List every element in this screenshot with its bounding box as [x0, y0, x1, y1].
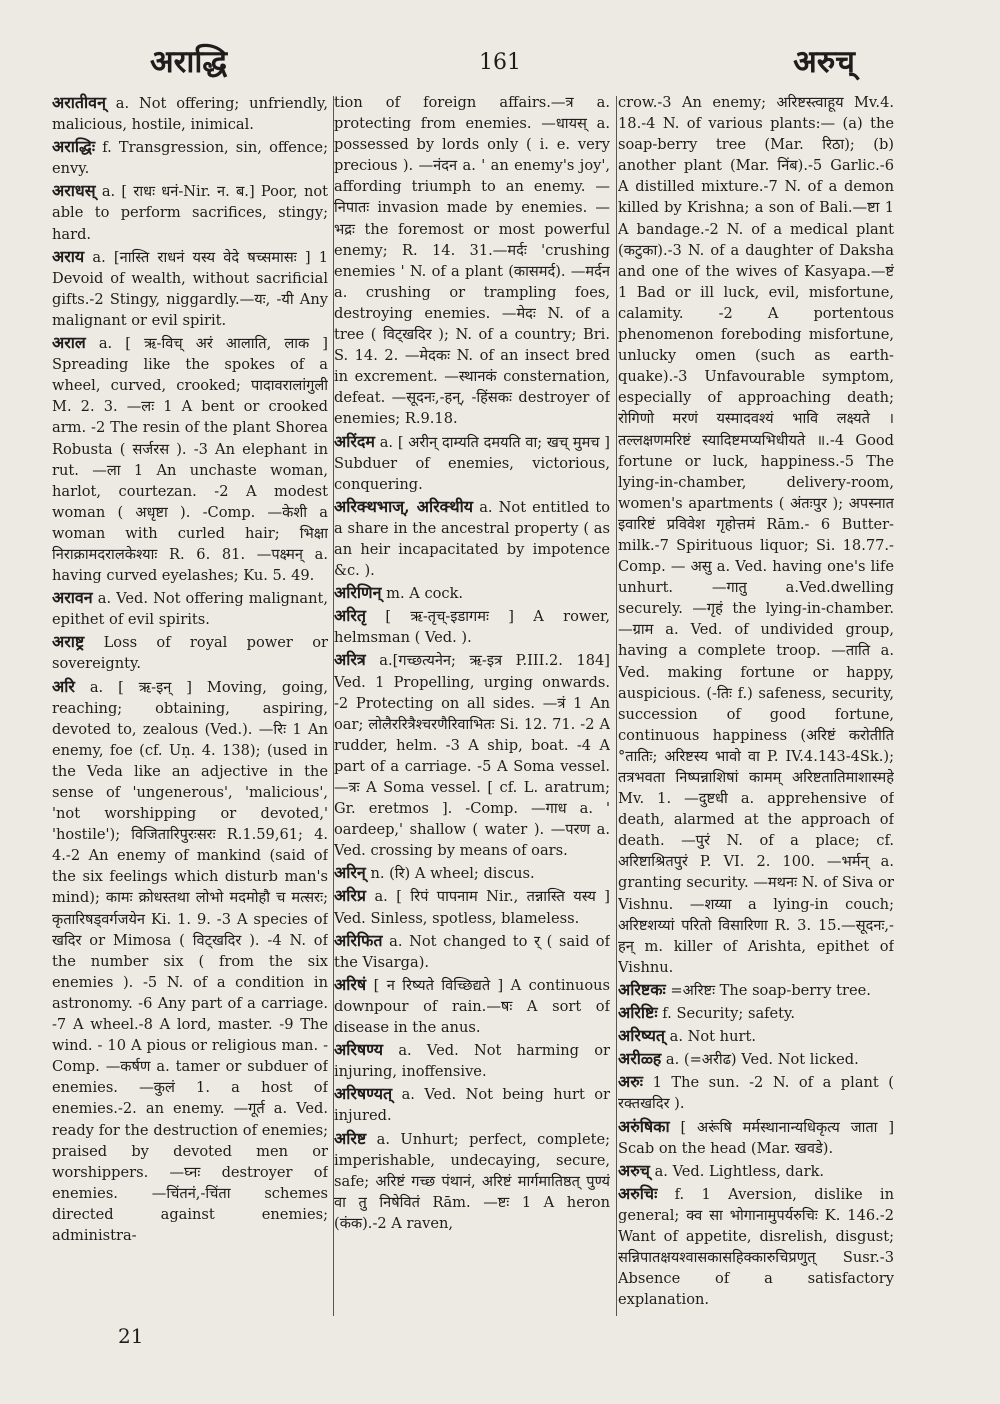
dictionary-entry [618, 1025, 894, 1047]
entry-headword: अरुंषिका [618, 1116, 670, 1136]
dictionary-entry [52, 332, 328, 586]
entry-headword: अरिष्ट [334, 1128, 367, 1148]
dictionary-entry [334, 930, 610, 973]
entry-definition: a. Not offering; unfriendly, malicious, hostile, inimical. [52, 95, 328, 134]
left-running-headword: अराद्धि [150, 44, 228, 80]
entry-definition: n. (रि) A wheel; discus. [370, 865, 535, 883]
dictionary-entry [52, 136, 328, 179]
dictionary-entry [334, 92, 610, 430]
entry-definition: tion of foreign affairs.—त्र a. protecting from enemies. —धायस् a. possessed by lords only ( i. e. very precious ). —नंदन a. ' an enemy's joy', affording triumph to an enemy. —निपातः invasion made by enemies. —भद्रः the foremost or most powerful enemy; R. 14. 31.—मर्दः 'crushing enemies ' N. of a plant (कासमर्द). —मर्दन a. crushing or trampling foes, destroying enemies. —मेदः N. of a tree ( विट्खदिर ); N. of a country; Bri. S. 14. 2. —मेदकः N. of an insect bred in excrement. —स्थानकं consternation, defeat. —सूदनः,-हन्, -हिंसकः destroyer of enemies; R.9.18. [334, 94, 610, 428]
entry-definition: =अरिष्टः The soap-berry tree. [670, 981, 871, 999]
entry-headword: अरिक्थभाज्, अरिक्थीय [334, 496, 474, 516]
entry-definition: a. [ अरीन् दाम्यति दमयति वा; खच् मुमच ] Subduer of enemies, victorious, conquering. [334, 433, 610, 493]
column-divider [616, 96, 617, 1316]
dictionary-entry [618, 1160, 894, 1182]
entry-headword: अराष्ट्र [52, 632, 85, 652]
entry-headword: अरुचिः [618, 1183, 658, 1203]
entry-headword: अरिंदम [334, 431, 375, 451]
dictionary-entry [618, 1116, 894, 1159]
dictionary-entry [334, 649, 610, 861]
entry-definition: a. (=अरीढ) Ved. Not licked. [665, 1051, 859, 1069]
entry-headword: अरातीवन् [52, 93, 106, 112]
entry-definition: a. [ रिपं पापनाम Nir., तन्नास्ति यस्य ] Ved. Sinless, spotless, blameless. [334, 888, 610, 927]
entry-definition: a. [नास्ति राधनं यस्य वेदे षच्समासः ] 1 Devoid of wealth, without sacrificial gifts.-2 Stingy, niggardly.—यः, -यी Any malignant or evil spirit. [52, 248, 328, 329]
entry-headword: अरुच् [618, 1160, 650, 1180]
column-2 [334, 92, 610, 1322]
entry-definition: m. A cock. [386, 585, 464, 603]
page-header [50, 40, 950, 90]
entry-headword: अरुः [618, 1072, 644, 1092]
entry-headword: अरिन् [334, 863, 366, 883]
entry-definition: [ न रिष्यते विच्छिद्यते ] A continuous downpour of rain.—षः A sort of disease in the anus. [334, 976, 610, 1037]
entry-headword: अरीळ्ह [618, 1049, 662, 1069]
entry-headword: अराय [52, 246, 85, 266]
dictionary-entry [52, 246, 328, 331]
entry-headword: अरित्र [334, 650, 366, 670]
dictionary-entry [334, 1039, 610, 1082]
column-3 [618, 92, 894, 1322]
dictionary-entry [618, 1002, 894, 1024]
dictionary-entry [334, 974, 610, 1038]
entry-definition: a. Unhurt; perfect, complete; imperishable, undecaying, secure, safe; अरिष्टं गच्छ पंथानं, अरिष्टं मार्गमातिष्ठत् पुण्यं वा तु निषेवितं Rām. —ष्टः 1 A heron (कंक).-2 A raven, [334, 1130, 610, 1232]
dictionary-entry [334, 885, 610, 928]
dictionary-entry [334, 862, 610, 884]
dictionary-entry [334, 582, 610, 604]
entry-definition: a. Ved. Lightless, dark. [654, 1162, 825, 1180]
entry-headword: अरिषण्य [334, 1040, 384, 1060]
entry-headword: अराल [52, 333, 86, 353]
entry-headword: अरि [52, 676, 75, 696]
entry-headword: अराधस् [52, 181, 96, 201]
entry-headword: अरिफित [334, 930, 383, 950]
dictionary-entry [52, 676, 328, 1247]
entry-headword: अरिष्टकः [618, 979, 666, 999]
entry-definition: a. Not hurt. [669, 1028, 756, 1046]
dictionary-entry [334, 1083, 610, 1126]
entry-headword: अरिषं [334, 974, 367, 994]
entry-definition: a. Ved. Not offering malignant, epithet of evil spirits. [52, 590, 328, 629]
entry-definition: a. [ ऋ-विच् अरं आलाति, लाक ] Spreading like the spokes of a wheel, curved, crooked; पादावरालांगुली M. 2. 3. —लः 1 A bent or crooked arm. -2 The resin of the plant Shorea Robusta ( सर्जरस ). -3 An elephant in rut. —ला 1 An unchaste woman, harlot, courtezan. -2 A modest woman ( अधृष्टा ). -Comp. —केशी a woman with curled hair; भिक्षा निराक्रामदरालकेश्याः R. 6. 81. —पक्ष्मन् a. having curved eyelashes; Ku. 5. 49. [52, 335, 328, 585]
entry-headword: अरिष्यत् [618, 1026, 665, 1046]
entry-headword: अरिषण्यत् [334, 1084, 393, 1104]
entry-definition: a. Not entitled to a share in the ancestral property ( as an heir incapacitated by impotence &c. ). [334, 498, 610, 580]
entry-definition: f. Security; safety. [662, 1005, 795, 1023]
entry-headword: अरितृ [334, 606, 367, 626]
entry-headword: अरिप्र [334, 886, 367, 906]
dictionary-entry [52, 587, 328, 630]
entry-definition: f. 1 Aversion, dislike in general; क्व सा भोगानामुपर्यरुचिः K. 146.-2 Want of appetite, disrelish, disgust; सन्निपातक्षयश्वासकासहिक्कारुचिप्रणुत् Susr.-3 Absence of a satisfactory explanation. [618, 1185, 894, 1309]
dictionary-entry [334, 605, 610, 648]
entry-definition: a. Ved. Not harming or injuring, inoffensive. [334, 1042, 610, 1081]
dictionary-entry [334, 1128, 610, 1234]
dictionary-entry [334, 496, 610, 581]
dictionary-entry [618, 1183, 894, 1311]
entry-definition: [ अरूंषि मर्मस्थानान्यधिकृत्य जाता ] Scab on the head (Mar. खवडे). [618, 1118, 894, 1157]
entry-definition: crow.-3 An enemy; अरिष्टस्त्वाहूय Mv.4. 18.-4 N. of various plants:— (a) the soap-berry tree (Mar. रिठा); (b) another plant (Mar. निंब).-5 Garlic.-6 A distilled mixture.-7 N. of a demon killed by Krishna; a son of Bali.—ष्टा 1 A bandage.-2 N. of a medical plant (कटुका).-3 N. of a daughter of Daksha and one of the wives of Kasyapa.—ष्टं 1 Bad or ill luck, evil, misfortune, calamity. -2 A portentous phenomenon foreboding misfortune, unlucky omen (such as earth-quake).-3 Unfavourable symptom, especially of approaching death; रोगिणो मरणं यस्मादवश्यं भावि लक्ष्यते । तल्लक्षणमरिष्टं स्यादिष्टमप्यभिधीयते ॥.-4 Good fortune or luck, happiness.-5 The lying-in-chamber, delivery-room, women's apartments ( अंतःपुर ); अपस्नात इवारिष्टं प्रविवेश गृहोत्तमं Rām.- 6 Butter-milk.-7 Spirituous liquor; Si. 18.77.-Comp. — असु a. Ved. having one's life unhurt. —गातु a.Ved.dwelling securely. —गृहं the lying-in-chamber. —ग्राम a. Ved. of undivided group, having a complete troop. —ताति a. Ved. making fortune or happy, auspicious. (-तिः f.) safeness, security, succession of good fortune, continuous happiness (अरिष्टं करोतीति °तातिः; अरिष्टस्य भावो वा P. IV.4.143-4Sk.); तत्रभवता निष्पन्नाशिषां कामम् अरिष्टतातिमाशास्महे Mv. 1. —दुष्टधी a. apprehensive of death, alarmed at the approach of death. —पुरं N. of a place; cf. अरिष्टाश्रितपुरं P. VI. 2. 100. —भर्मन् a. granting security. —मथनः N. of Siva or Vishnu. —शय्या a lying-in couch; अरिष्टशय्यां परितो विसारिणा R. 3. 15.—सूदनः,-हन् m. killer of Arishta, epithet of Vishnu. [618, 94, 894, 976]
signature-mark: 21 [118, 1324, 144, 1348]
entry-definition: 1 The sun. -2 N. of a plant ( रक्तखदिर ). [618, 1074, 894, 1113]
entry-definition: a. [ राधः धनं-Nir. न. ब.] Poor, not able to perform sacrifices, stingy; hard. [52, 183, 328, 243]
entry-headword: अराद्धिः [52, 137, 96, 157]
dictionary-entry [618, 92, 894, 978]
entry-definition: a. Ved. Not being hurt or injured. [334, 1086, 610, 1125]
dictionary-entry [52, 92, 328, 135]
entry-definition: Loss of royal power or sovereignty. [52, 634, 328, 673]
entry-definition: a. Not changed to र् ( said of the Visarga). [334, 932, 610, 971]
entry-headword: अरिष्टिः [618, 1003, 658, 1023]
dictionary-entry [334, 431, 610, 495]
entry-definition: a. [ ऋ-इन् ] Moving, going, reaching; obtaining, aspiring, devoted to, zealous (Ved.). —रिः 1 An enemy, foe (cf. Uṇ. 4. 138); (used in the Veda like an adjective in the sense of 'ungenerous', 'malicious', 'not worshipping or devoted,' 'hostile'); विजितारिपुरःसरः R.1.59,61; 4. 4.-2 An enemy of mankind (said of the six feelings which disturb man's mind); कामः क्रोधस्तथा लोभो मदमोहौ च मत्सरः; कृतारिषड्वर्गजयेन Ki. 1. 9. -3 A species of खदिर or Mimosa ( विट्खदिर ). -4 N. of the number six ( from the six enemies ). -5 N. of a condition in astronomy. -6 Any part of a carriage. -7 A wheel.-8 A lord, master. -9 The wind. - 10 A pious or religious man. -Comp. —कर्षण a. tamer or subduer of enemies. —कुलं 1. a host of enemies.-2. an enemy. —गूर्त a. Ved. ready for the destruction of enemies; praised by devoted men or worshippers. —घ्नः destroyer of enemies. —चिंतनं,-चिंता schemes directed against enemies; administra- [52, 678, 328, 1244]
text-columns [48, 92, 952, 1322]
dictionary-entry [52, 180, 328, 244]
right-running-headword: अरुच् [793, 44, 855, 80]
entry-definition: [ ऋ-तृच्-इडागमः ] A rower, helmsman ( Ved. ). [334, 608, 610, 647]
dictionary-entry [618, 1071, 894, 1114]
entry-definition: a.[गच्छत्यनेन; ऋ-इत्र P.III.2. 184] Ved. 1 Propelling, urging onwards. -2 Protecting on all sides. —त्रं 1 An oar; लोलैररित्रैश्चरणैरिवाभितः Si. 12. 71. -2 A rudder, helm. -3 A ship, boat. -4 A part of a carriage. -5 A Soma vessel. —त्रः A Soma vessel. [ cf. L. aratrum; Gr. eretmos ]. -Comp. —गाध a. ' oardeep,' shallow ( water ). —परण a. Ved. crossing by means of oars. [334, 652, 610, 860]
page-number: 161 [479, 50, 521, 75]
entry-definition: f. Transgression, sin, offence; envy. [52, 139, 328, 178]
dictionary-entry [52, 631, 328, 674]
entry-headword: अरिणिन् [334, 583, 382, 603]
column-1 [52, 92, 328, 1322]
entry-headword: अरावन [52, 588, 93, 608]
dictionary-entry [618, 1048, 894, 1070]
dictionary-entry [618, 979, 894, 1001]
